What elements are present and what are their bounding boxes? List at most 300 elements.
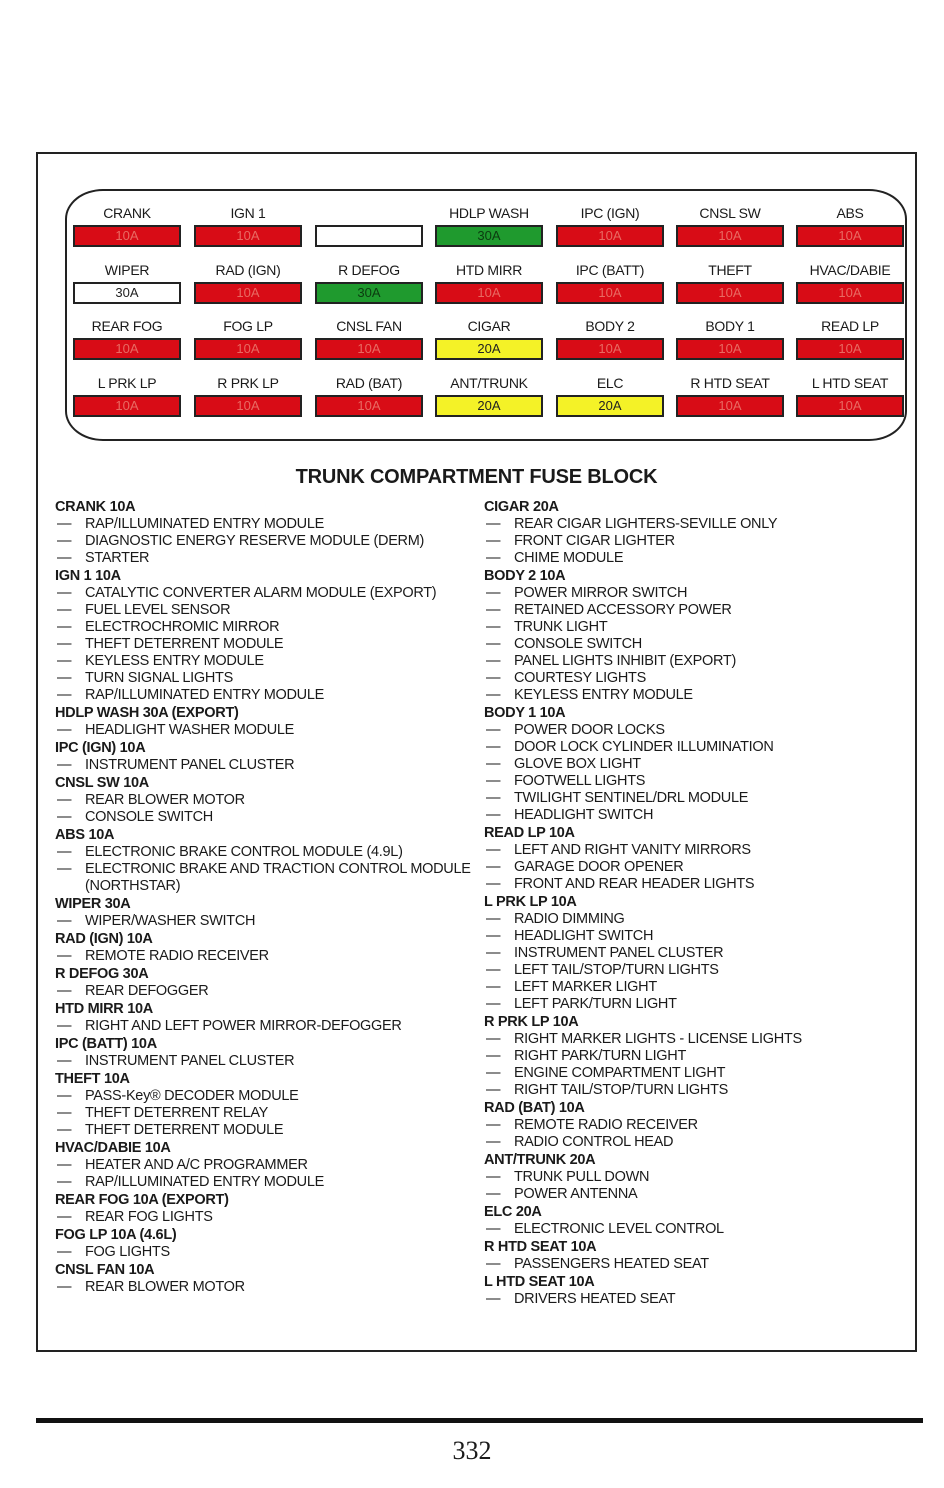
fuse-slot-label: L HTD SEAT (811, 375, 889, 391)
fuse-group-heading: ANT/TRUNK 20A (484, 1152, 596, 1168)
fuse-slot (796, 375, 904, 415)
fuse-slot-label: IPC (IGN) (580, 205, 640, 221)
fuse-circuit-item (484, 516, 904, 533)
fuse-circuit-item (484, 911, 904, 928)
fuse-circuit-text: RIGHT TAIL/STOP/TURN LIGHTS (514, 1082, 729, 1098)
fuse-slot (796, 205, 904, 245)
fuse-group-heading: IPC (BATT) 10A (55, 1036, 157, 1052)
fuse-circuit-item (484, 1169, 904, 1186)
fuse-group-heading: L HTD SEAT 10A (484, 1274, 595, 1290)
fuse-slot (676, 262, 784, 302)
fuse-circuit-text: REAR DEFOGGER (85, 983, 209, 999)
fuse-slot (556, 318, 664, 358)
fuse-circuit-item (484, 928, 904, 945)
list-dash: — (57, 636, 72, 652)
fuse-circuit-item (484, 1065, 904, 1082)
fuse-rating-box: 10A (556, 225, 664, 247)
fuse-list-right-column (484, 499, 904, 1309)
fuse-slot-label: FOG LP (223, 318, 273, 334)
fuse-group-heading: RAD (BAT) 10A (484, 1100, 585, 1116)
fuse-group (55, 1227, 475, 1261)
fuse-circuit-text: ELECTRONIC BRAKE AND TRACTION CONTROL MODULE (NORTHSTAR) (85, 861, 471, 894)
list-dash: — (486, 773, 501, 789)
fuse-circuit-item (484, 585, 904, 602)
fuse-circuit-item (484, 1134, 904, 1151)
fuse-circuit-item (55, 1053, 475, 1070)
fuse-slot-label: ABS (836, 205, 864, 221)
fuse-circuit-text: RIGHT AND LEFT POWER MIRROR-DEFOGGER (85, 1018, 402, 1034)
fuse-group (484, 499, 904, 567)
fuse-slot (194, 205, 302, 245)
fuse-circuit-text: GLOVE BOX LIGHT (514, 756, 641, 772)
list-dash: — (486, 911, 501, 927)
list-dash: — (57, 619, 72, 635)
fuse-circuit-text: FUEL LEVEL SENSOR (85, 602, 231, 618)
fuse-circuit-item (55, 1105, 475, 1122)
list-dash: — (486, 1221, 501, 1237)
list-dash: — (57, 757, 72, 773)
fuse-circuit-item (55, 585, 475, 602)
fuse-circuit-text: RADIO CONTROL HEAD (514, 1134, 674, 1150)
fuse-slot-label: RAD (IGN) (215, 262, 281, 278)
fuse-circuit-item (484, 1221, 904, 1238)
fuse-circuit-item (484, 1117, 904, 1134)
fuse-circuit-text: GARAGE DOOR OPENER (514, 859, 684, 875)
fuse-group-heading: CIGAR 20A (484, 499, 559, 515)
fuse-circuit-item (484, 653, 904, 670)
fuse-slot-label: CNSL SW (699, 205, 761, 221)
fuse-slot (556, 375, 664, 415)
fuse-circuit-text: DOOR LOCK CYLINDER ILLUMINATION (514, 739, 774, 755)
fuse-rating-box: 30A (435, 225, 543, 247)
list-dash: — (57, 516, 72, 532)
fuse-group-heading: CRANK 10A (55, 499, 136, 515)
fuse-circuit-text: REMOTE RADIO RECEIVER (514, 1117, 698, 1133)
fuse-slot (73, 205, 181, 245)
fuse-slot (676, 318, 784, 358)
fuse-slot-label: REAR FOG (91, 318, 163, 334)
fuse-circuit-text: REAR FOG LIGHTS (85, 1209, 213, 1225)
list-dash: — (486, 876, 501, 892)
fuse-group-heading: HTD MIRR 10A (55, 1001, 153, 1017)
fuse-circuit-item (484, 1082, 904, 1099)
fuse-slot-label: HDLP WASH (449, 205, 529, 221)
fuse-slot (676, 375, 784, 415)
fuse-group (55, 740, 475, 774)
list-dash: — (486, 756, 501, 772)
fuse-circuit-text: REAR BLOWER MOTOR (85, 792, 245, 808)
fuse-group (55, 568, 475, 704)
fuse-circuit-item (484, 1186, 904, 1203)
fuse-circuit-text: RETAINED ACCESSORY POWER (514, 602, 732, 618)
fuse-group (55, 499, 475, 567)
list-dash: — (57, 1157, 72, 1173)
fuse-group-heading: WIPER 30A (55, 896, 131, 912)
fuse-group (55, 1001, 475, 1035)
fuse-circuit-text: COURTESY LIGHTS (514, 670, 646, 686)
fuse-block-title: TRUNK COMPARTMENT FUSE BLOCK (295, 466, 658, 488)
fuse-circuit-text: DRIVERS HEATED SEAT (514, 1291, 676, 1307)
list-dash: — (486, 1048, 501, 1064)
fuse-circuit-item (484, 670, 904, 687)
fuse-circuit-text: ENGINE COMPARTMENT LIGHT (514, 1065, 726, 1081)
fuse-group (55, 966, 475, 1000)
fuse-slot (73, 375, 181, 415)
fuse-circuit-text: RIGHT MARKER LIGHTS - LICENSE LIGHTS (514, 1031, 802, 1047)
fuse-rating-box: 10A (435, 282, 543, 304)
list-dash: — (486, 516, 501, 532)
fuse-circuit-item (484, 687, 904, 704)
fuse-circuit-item (484, 876, 904, 893)
fuse-rating-box: 10A (194, 282, 302, 304)
fuse-rating-box: 10A (194, 338, 302, 360)
fuse-circuit-text: ELECTRONIC LEVEL CONTROL (514, 1221, 724, 1237)
fuse-slot-label: READ LP (821, 318, 879, 334)
fuse-rating-box: 10A (556, 282, 664, 304)
fuse-group (55, 705, 475, 739)
fuse-circuit-text: FOOTWELL LIGHTS (514, 773, 646, 789)
fuse-circuit-item (55, 1122, 475, 1139)
fuse-circuit-item (55, 757, 475, 774)
fuse-slot (435, 375, 543, 415)
fuse-slot (556, 205, 664, 245)
fuse-circuit-item (484, 773, 904, 790)
list-dash: — (486, 619, 501, 635)
list-dash: — (57, 602, 72, 618)
list-dash: — (57, 653, 72, 669)
fuse-circuit-item (484, 739, 904, 756)
fuse-slot-label: CIGAR (467, 318, 511, 334)
fuse-slot (194, 318, 302, 358)
fuse-circuit-item (55, 913, 475, 930)
list-dash: — (486, 687, 501, 703)
fuse-rating-box: 10A (676, 395, 784, 417)
fuse-circuit-text: ELECTRONIC BRAKE CONTROL MODULE (4.9L) (85, 844, 403, 860)
fuse-circuit-item (55, 792, 475, 809)
fuse-rating-box: 10A (676, 225, 784, 247)
fuse-circuit-item (55, 516, 475, 533)
list-dash: — (486, 928, 501, 944)
fuse-circuit-text: KEYLESS ENTRY MODULE (514, 687, 693, 703)
list-dash: — (57, 1105, 72, 1121)
fuse-slot (556, 262, 664, 302)
list-dash: — (57, 722, 72, 738)
fuse-circuit-text: FRONT AND REAR HEADER LIGHTS (514, 876, 755, 892)
fuse-slot (796, 262, 904, 302)
list-dash: — (486, 962, 501, 978)
fuse-slot-label: BODY 1 (705, 318, 755, 334)
fuse-rating-box: 30A (315, 282, 423, 304)
fuse-group (55, 1262, 475, 1296)
fuse-slot-label: IPC (BATT) (575, 262, 645, 278)
list-dash: — (486, 790, 501, 806)
fuse-slot (73, 262, 181, 302)
fuse-circuit-text: INSTRUMENT PANEL CLUSTER (85, 1053, 295, 1069)
fuse-circuit-item (484, 1291, 904, 1308)
fuse-rating-box: 10A (194, 395, 302, 417)
list-dash: — (57, 1122, 72, 1138)
fuse-slot (796, 318, 904, 358)
fuse-circuit-item (484, 550, 904, 567)
fuse-circuit-text: FRONT CIGAR LIGHTER (514, 533, 675, 549)
fuse-group-heading: FOG LP 10A (4.6L) (55, 1227, 177, 1243)
list-dash: — (486, 807, 501, 823)
fuse-circuit-item (484, 996, 904, 1013)
fuse-circuit-item (484, 619, 904, 636)
fuse-rating-box: 10A (315, 395, 423, 417)
fuse-circuit-text: REAR BLOWER MOTOR (85, 1279, 245, 1295)
fuse-rating-box: 10A (315, 338, 423, 360)
fuse-list-left-column (55, 499, 475, 1297)
footer-rule (36, 1418, 923, 1423)
fuse-slot-label: WIPER (104, 262, 150, 278)
fuse-circuit-item (55, 619, 475, 636)
fuse-circuit-item (484, 1048, 904, 1065)
fuse-circuit-item (55, 1279, 475, 1296)
list-dash: — (57, 948, 72, 964)
fuse-group-heading: HDLP WASH 30A (EXPORT) (55, 705, 239, 721)
fuse-circuit-item (55, 809, 475, 826)
fuse-circuit-text: CATALYTIC CONVERTER ALARM MODULE (EXPORT) (85, 585, 437, 601)
fuse-circuit-text: POWER DOOR LOCKS (514, 722, 665, 738)
fuse-circuit-text: STARTER (85, 550, 150, 566)
fuse-group-heading: BODY 1 10A (484, 705, 566, 721)
fuse-circuit-item (55, 687, 475, 704)
fuse-slot (315, 318, 423, 358)
fuse-circuit-text: DIAGNOSTIC ENERGY RESERVE MODULE (DERM) (85, 533, 425, 549)
fuse-group (55, 1192, 475, 1226)
fuse-group (484, 1274, 904, 1308)
list-dash: — (486, 1117, 501, 1133)
fuse-group (484, 1100, 904, 1151)
list-dash: — (57, 1088, 72, 1104)
list-dash: — (486, 533, 501, 549)
list-dash: — (57, 1018, 72, 1034)
fuse-circuit-item (484, 1031, 904, 1048)
fuse-circuit-text: RIGHT PARK/TURN LIGHT (514, 1048, 687, 1064)
fuse-circuit-text: HEADLIGHT SWITCH (514, 807, 654, 823)
fuse-slot (194, 375, 302, 415)
list-dash: — (57, 792, 72, 808)
list-dash: — (486, 653, 501, 669)
fuse-group (484, 705, 904, 824)
fuse-group-heading: CNSL FAN 10A (55, 1262, 155, 1278)
list-dash: — (486, 739, 501, 755)
list-dash: — (486, 1082, 501, 1098)
fuse-circuit-item (484, 807, 904, 824)
fuse-slot (676, 205, 784, 245)
fuse-rating-box: 20A (556, 395, 664, 417)
list-dash: — (486, 979, 501, 995)
fuse-circuit-item (55, 948, 475, 965)
fuse-slot (73, 318, 181, 358)
fuse-slot-label: ANT/TRUNK (450, 375, 528, 391)
fuse-group-heading: HVAC/DABIE 10A (55, 1140, 171, 1156)
fuse-slot (315, 262, 423, 302)
fuse-circuit-text: TRUNK PULL DOWN (514, 1169, 650, 1185)
fuse-group-heading: L PRK LP 10A (484, 894, 577, 910)
fuse-rating-box (315, 225, 423, 247)
list-dash: — (486, 636, 501, 652)
list-dash: — (486, 1186, 501, 1202)
fuse-circuit-text: TRUNK LIGHT (514, 619, 608, 635)
fuse-diagram-frame (36, 152, 917, 1352)
fuse-circuit-text: LEFT MARKER LIGHT (514, 979, 657, 995)
fuse-circuit-text: INSTRUMENT PANEL CLUSTER (85, 757, 295, 773)
fuse-slot-label: CRANK (103, 205, 151, 221)
fuse-circuit-item (55, 983, 475, 1000)
fuse-rating-box: 10A (73, 338, 181, 360)
fuse-circuit-item (55, 1174, 475, 1191)
fuse-circuit-item (55, 1018, 475, 1035)
fuse-group (484, 894, 904, 1013)
list-dash: — (486, 859, 501, 875)
fuse-group-heading: ABS 10A (55, 827, 115, 843)
fuse-group (55, 931, 475, 965)
fuse-group-heading: THEFT 10A (55, 1071, 130, 1087)
list-dash: — (57, 585, 72, 601)
fuse-circuit-item (484, 979, 904, 996)
fuse-group-heading: REAR FOG 10A (EXPORT) (55, 1192, 229, 1208)
fuse-circuit-text: TWILIGHT SENTINEL/DRL MODULE (514, 790, 749, 806)
fuse-circuit-text: THEFT DETERRENT MODULE (85, 1122, 284, 1138)
fuse-circuit-item (55, 602, 475, 619)
list-dash: — (57, 670, 72, 686)
fuse-slot-label: R DEFOG (338, 262, 400, 278)
fuse-slot-label: HTD MIRR (455, 262, 523, 278)
fuse-circuit-text: FOG LIGHTS (85, 1244, 170, 1260)
fuse-circuit-item (55, 1157, 475, 1174)
fuse-rating-box: 10A (796, 338, 904, 360)
list-dash: — (486, 1169, 501, 1185)
list-dash: — (486, 1291, 501, 1307)
fuse-circuit-text: LEFT TAIL/STOP/TURN LIGHTS (514, 962, 719, 978)
list-dash: — (486, 670, 501, 686)
list-dash: — (486, 945, 501, 961)
fuse-group (55, 1036, 475, 1070)
list-dash: — (57, 1053, 72, 1069)
fuse-rating-box: 10A (676, 282, 784, 304)
list-dash: — (57, 1244, 72, 1260)
fuse-rating-box: 10A (194, 225, 302, 247)
list-dash: — (57, 1279, 72, 1295)
fuse-slot (435, 262, 543, 302)
fuse-circuit-text: ELECTROCHROMIC MIRROR (85, 619, 280, 635)
list-dash: — (57, 913, 72, 929)
fuse-group-heading: READ LP 10A (484, 825, 575, 841)
fuse-circuit-item (55, 1088, 475, 1105)
list-dash: — (486, 842, 501, 858)
fuse-circuit-item (55, 844, 475, 861)
list-dash: — (57, 861, 72, 877)
fuse-group (484, 1239, 904, 1273)
page-number: 332 (452, 1436, 492, 1465)
fuse-circuit-item (484, 533, 904, 550)
list-dash: — (486, 1065, 501, 1081)
fuse-group (55, 1071, 475, 1139)
fuse-rating-box: 10A (796, 225, 904, 247)
list-dash: — (57, 844, 72, 860)
fuse-circuit-text: CONSOLE SWITCH (85, 809, 213, 825)
fuse-group-heading: IGN 1 10A (55, 568, 121, 584)
fuse-rating-box: 10A (73, 225, 181, 247)
fuse-circuit-item (484, 1256, 904, 1273)
fuse-slot-label: ELC (596, 375, 624, 391)
fuse-circuit-text: PASS-Key® DECODER MODULE (85, 1088, 299, 1104)
fuse-circuit-text: INSTRUMENT PANEL CLUSTER (514, 945, 724, 961)
fuse-group-heading: CNSL SW 10A (55, 775, 149, 791)
fuse-circuit-item (55, 1209, 475, 1226)
fuse-circuit-text: THEFT DETERRENT RELAY (85, 1105, 269, 1121)
fuse-group (55, 896, 475, 930)
fuse-circuit-text: CHIME MODULE (514, 550, 624, 566)
fuse-group (484, 568, 904, 704)
list-dash: — (57, 550, 72, 566)
fuse-circuit-text: PASSENGERS HEATED SEAT (514, 1256, 709, 1272)
fuse-slot-label: THEFT (708, 262, 752, 278)
fuse-group-heading: R HTD SEAT 10A (484, 1239, 597, 1255)
fuse-circuit-text: RADIO DIMMING (514, 911, 625, 927)
list-dash: — (486, 1134, 501, 1150)
fuse-circuit-text: CONSOLE SWITCH (514, 636, 642, 652)
fuse-group (484, 1014, 904, 1099)
fuse-group (55, 827, 475, 895)
fuse-circuit-text: REAR CIGAR LIGHTERS-SEVILLE ONLY (514, 516, 778, 532)
fuse-slot-label: CNSL FAN (336, 318, 402, 334)
fuse-slot (194, 262, 302, 302)
fuse-circuit-text: POWER MIRROR SWITCH (514, 585, 688, 601)
fuse-rating-box: 10A (556, 338, 664, 360)
fuse-group-heading: IPC (IGN) 10A (55, 740, 146, 756)
fuse-slot-label: BODY 2 (585, 318, 635, 334)
fuse-circuit-text: TURN SIGNAL LIGHTS (85, 670, 233, 686)
fuse-slot-label: R HTD SEAT (690, 375, 770, 391)
fuse-slot-label: IGN 1 (230, 205, 266, 221)
fuse-circuit-item (55, 670, 475, 687)
fuse-slot (315, 375, 423, 415)
fuse-slot-label: HVAC/DABIE (809, 262, 891, 278)
fuse-rating-box: 10A (73, 395, 181, 417)
fuse-circuit-text: HEADLIGHT SWITCH (514, 928, 654, 944)
fuse-group-heading: RAD (IGN) 10A (55, 931, 153, 947)
fuse-circuit-text: LEFT AND RIGHT VANITY MIRRORS (514, 842, 751, 858)
fuse-slot-label: RAD (BAT) (335, 375, 403, 391)
list-dash: — (486, 996, 501, 1012)
fuse-circuit-item (484, 790, 904, 807)
list-dash: — (57, 1174, 72, 1190)
fuse-circuit-item (484, 945, 904, 962)
fuse-circuit-item (484, 859, 904, 876)
fuse-group-heading: ELC 20A (484, 1204, 542, 1220)
fuse-circuit-text: KEYLESS ENTRY MODULE (85, 653, 264, 669)
list-dash: — (57, 533, 72, 549)
fuse-slot-label: L PRK LP (97, 375, 157, 391)
list-dash: — (57, 983, 72, 999)
fuse-circuit-item (55, 636, 475, 653)
fuse-circuit-text: WIPER/WASHER SWITCH (85, 913, 256, 929)
fuse-group (484, 825, 904, 893)
fuse-circuit-text: HEATER AND A/C PROGRAMMER (85, 1157, 308, 1173)
fuse-circuit-text: POWER ANTENNA (514, 1186, 638, 1202)
fuse-slot (315, 205, 423, 245)
fuse-circuit-item (55, 550, 475, 567)
list-dash: — (57, 687, 72, 703)
list-dash: — (486, 585, 501, 601)
list-dash: — (486, 602, 501, 618)
list-dash: — (486, 1256, 501, 1272)
fuse-circuit-text: RAP/ILLUMINATED ENTRY MODULE (85, 516, 324, 532)
fuse-circuit-item (484, 636, 904, 653)
